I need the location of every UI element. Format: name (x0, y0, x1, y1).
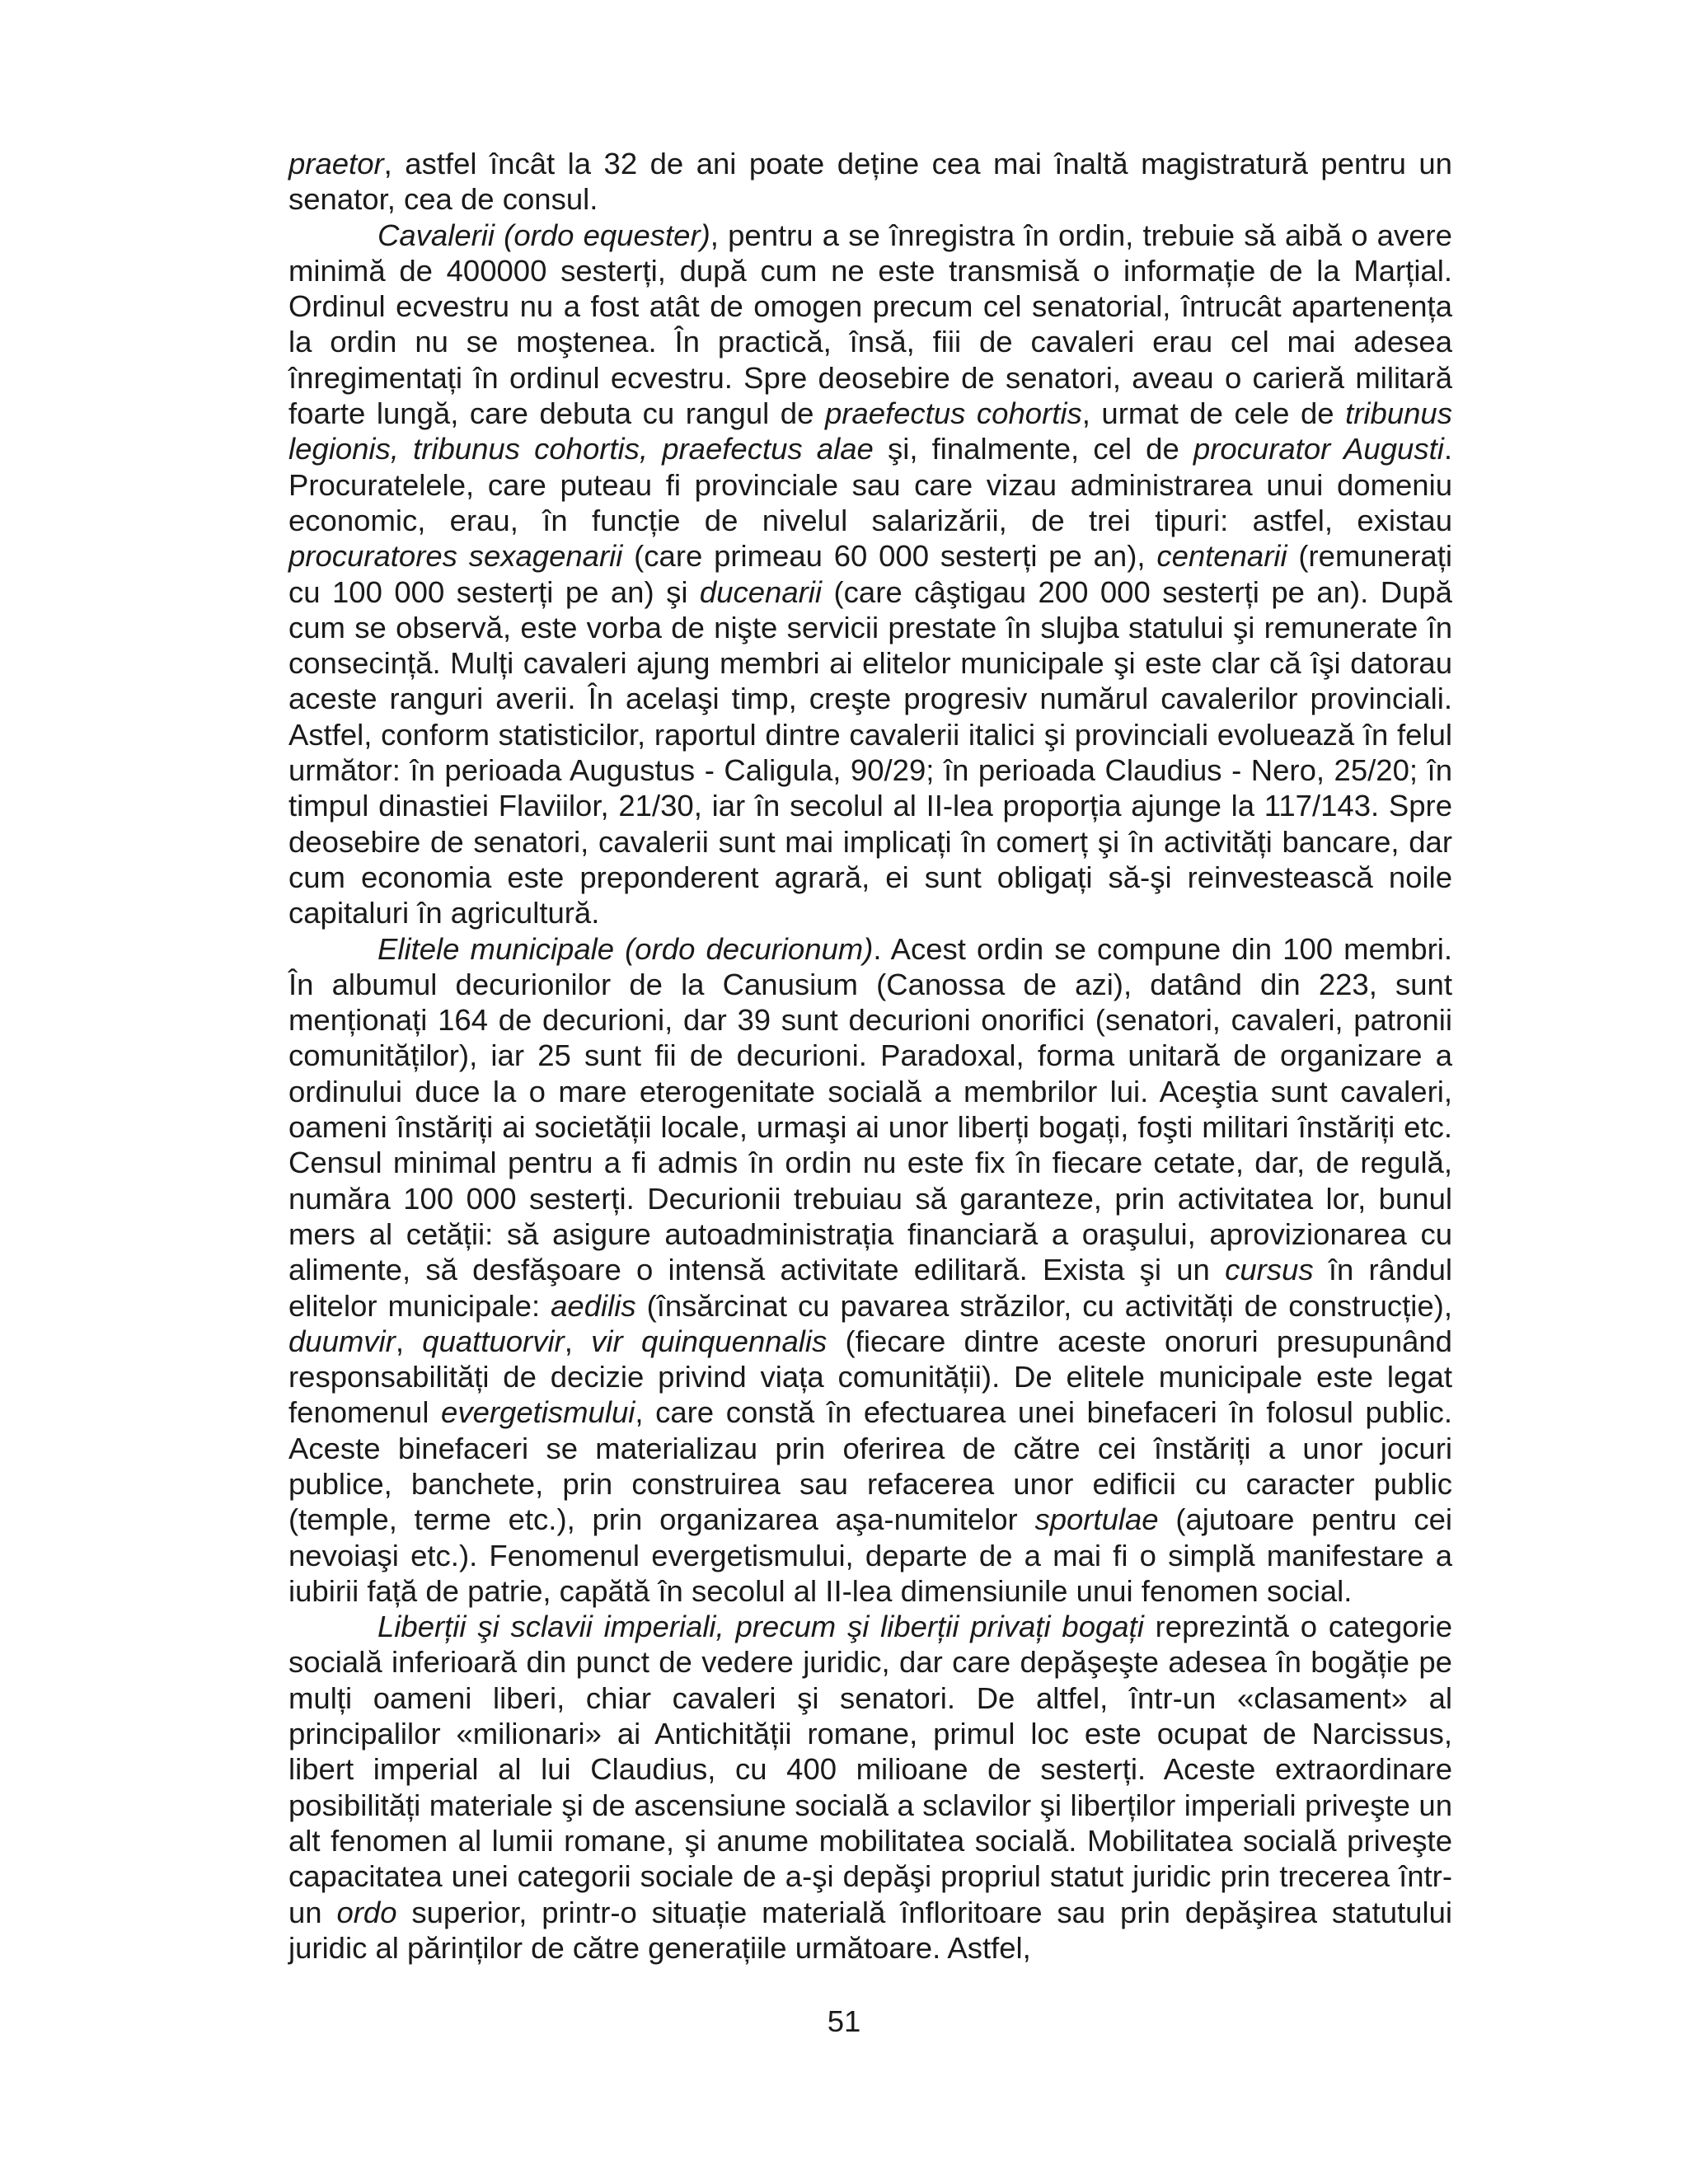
italic-term: procuratores sexagenarii (288, 539, 623, 574)
text-run: şi, finalmente, cel de (873, 432, 1193, 466)
paragraph-cavalerii (288, 218, 1452, 931)
italic-term: Elitele municipale (ordo decurionum) (377, 931, 874, 966)
text-run: (însărcinat cu pavarea străzilor, cu activități de construcție), (635, 1288, 1452, 1323)
italic-term: ducenarii (699, 574, 823, 609)
text-run: , (564, 1324, 592, 1358)
italic-term: evergetismului (441, 1395, 635, 1430)
italic-term: duumvir (288, 1324, 396, 1358)
text-run: , urmat de cele de (1081, 396, 1346, 431)
paragraph-elitele-municipale (288, 931, 1452, 1610)
text-run: reprezintă o categorie socială inferioară din punct de vedere juridic, dar care depăşeşte adesea în bogăție pe mulți oameni liberi, chiar cavaleri şi senatori. De altfel, într-un «clasament» al principalilor «milionari» ai Antichității romane, primul loc este ocupat de Narcissus, libert imperial al lui Claudius, cu 400 milioane de sesterți. Aceste extraordinare posibilități materiale şi de ascensiune socială a sclavilor şi liberților imperiali priveşte un alt fenomen al lumii romane, şi anume mobilitatea socială. Mobilitatea socială priveşte capacitatea unei categorii sociale de a-şi depăşi propriul statut juridic prin trecerea într-un (288, 1610, 1452, 1929)
italic-term: procurator Augusti (1193, 432, 1444, 466)
text-run: , (395, 1324, 423, 1358)
text-run: (remunerați cu 100 000 sesterți pe an) şi (288, 539, 1452, 609)
text-run: (care primeau 60 000 sesterți pe an), (622, 539, 1157, 574)
text-run: , astfel încât la 32 de ani poate deține cea mai înaltă magistratură pentru un senator, cea de consul. (288, 147, 1452, 217)
italic-term: centenarii (1156, 539, 1287, 574)
text-run: în rândul elitelor municipale: (288, 1253, 1452, 1323)
italic-term: aedilis (551, 1288, 636, 1323)
body-text (288, 146, 1452, 1966)
italic-term: Cavalerii (ordo equester) (377, 218, 710, 252)
text-run: (ajutoare pentru cei nevoiaşi etc.). Fenomenul evergetismului, departe de a mai fi o simplă manifestare a iubirii față de patrie, capătă în secolul al II-lea dimensiunile unui fenomen social. (288, 1502, 1453, 1608)
text-run: (fiecare dintre aceste onoruri presupunând responsabilități de decizie privind viața comunității). De elitele municipale este legat fenomenul (288, 1324, 1452, 1430)
italic-term: ordo (336, 1895, 397, 1929)
text-run: (care câştigau 200 000 sesterți pe an). După cum se observă, este vorba de nişte servicii prestate în slujba statului şi remunerate în consecință. Mulți cavaleri ajung membri ai elitelor municipale şi este clar că îşi datorau aceste ranguri averii. În acelaşi timp, creşte progresiv numărul cavalerilor provinciali. Astfel, conform statisticilor, raportul dintre cavalerii italici şi provinciali evoluează în felul următor: în perioada Augustus - Caligula, 90/29; în perioada Claudius - Nero, 25/20; în timpul dinastiei Flaviilor, 21/30, iar în secolul al II-lea proporția ajunge la 117/143. Spre deosebire de senatori, cavalerii sunt mai implicați în comerț şi în activități bancare, dar cum economia este preponderent agrară, ei sunt obligați să-şi reinvestească noile capitaluri în agricultură. (288, 574, 1452, 930)
italic-term: praetor (288, 147, 384, 180)
italic-term: tribunus legionis, tribunus cohortis, praefectus alae (288, 396, 1452, 466)
italic-term: quattuorvir (422, 1324, 565, 1358)
italic-term: praefectus cohortis (824, 396, 1082, 431)
text-run: , care constă în efectuarea unei binefaceri în folosul public. Aceste binefaceri se materializau prin oferirea de către cei înstăriți a unor jocuri publice, banchete, prin construirea sau refacerea unor edificii cu caracter public (temple, terme etc.), prin organizarea aşa-numitelor (288, 1395, 1452, 1537)
text-run: , pentru a se înregistra în ordin, trebuie să aibă o avere minimă de 400000 sesterți, după cum ne este transmisă o informație de la Marțial. Ordinul ecvestru nu a fost atât de omogen precum cel senatorial, întrucât apartenența la ordin nu se moştenea. În practică, însă, fiii de cavaleri erau cel mai adesea înregimentați în ordinul ecvestru. Spre deosebire de senatori, aveau o carieră militară foarte lungă, care debuta cu rangul de (288, 218, 1452, 431)
italic-term: vir quinquennalis (591, 1324, 828, 1358)
page-number: 51 (827, 2004, 861, 2038)
text-run: . Acest ordin se compune din 100 membri. În albumul decurionilor de la Canusium (Canossa de azi), datând din 223, sunt menționați 164 de decurioni, dar 39 sunt decurioni onorifici (senatori, cavaleri, patronii comunităților), iar 25 sunt fii de decurioni. Paradoxal, forma unitară de organizare a ordinului duce la o mare eterogenitate socială a membrilor lui. Aceştia sunt cavaleri, oameni înstăriți ai societății locale, urmaşi ai unor liberți bogați, foşti militari înstăriți etc. Censul minimal pentru a fi admis în ordin nu este fix în fiecare cetate, dar, de regulă, număra 100 000 sesterți. Decurionii trebuiau să garanteze, prin activitatea lor, bunul mers al cetății: să asigure autoadministrația financiară a oraşului, aprovizionarea cu alimente, să desfăşoare o intensă activitate edilitară. Exista şi un (288, 931, 1452, 1287)
paragraph-praetor-continuation (288, 146, 1452, 218)
text-run: . Procuratelele, care puteau fi provinciale sau care vizau administrarea unui domeniu economic, erau, în funcție de nivelul salarizării, de trei tipuri: astfel, existau (288, 432, 1452, 537)
italic-term: sportulae (1034, 1502, 1159, 1537)
text-run: superior, printr-o situație materială înfloritoare sau prin depăşirea statutului juridic al părinților de către generațiile următoare. Astfel, (288, 1895, 1453, 1965)
italic-term: Liberții şi sclavii imperiali, precum şi liberții privați bogați (377, 1610, 1144, 1644)
paragraph-libertii-sclavii (288, 1609, 1452, 1966)
italic-term: cursus (1225, 1253, 1314, 1287)
